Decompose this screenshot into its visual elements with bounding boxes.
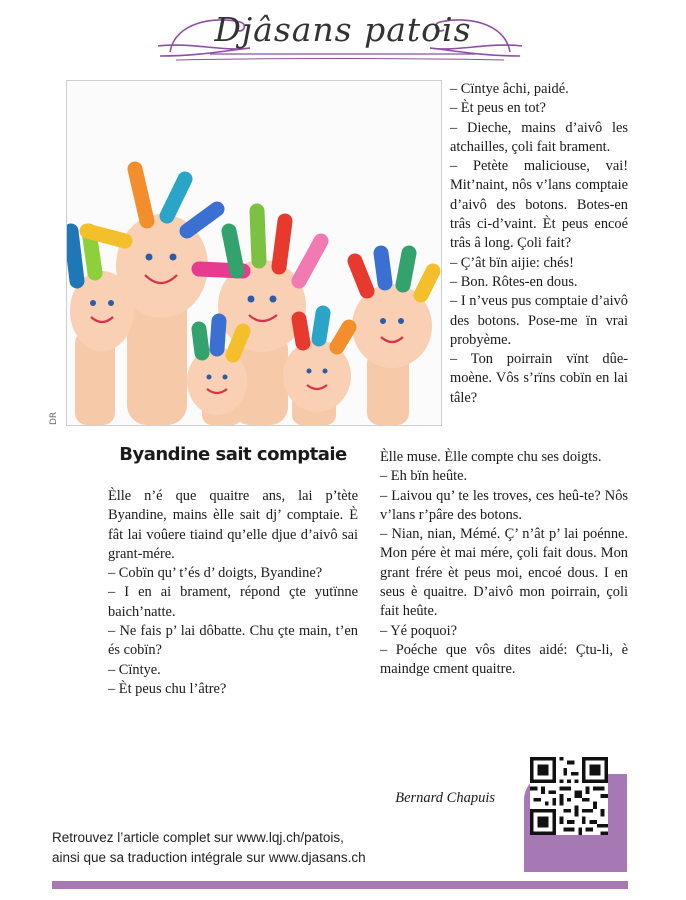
footer-line-2: ainsi que sa traduction intégrale sur www.djasans.ch <box>52 850 366 865</box>
paragraph: – Bon. Rôtes-en dous. <box>450 273 578 290</box>
paragraph: – Cïntye âchi, paidé. <box>450 81 569 97</box>
paragraph: – Dieche, mains d’aivô les atchailles, çoli fait brament. <box>450 119 628 155</box>
footer-note <box>52 828 492 868</box>
article-right-column-bottom <box>380 448 628 680</box>
paragraph: – Cïntye. <box>108 661 161 678</box>
paragraph: – I en ai brament, répond çte yutïnne baich’natte. <box>108 584 358 620</box>
article-title: Byandine sait comptaie <box>119 444 347 465</box>
paragraph: – Ne fais p’ lai dôbatte. Chu çte main, t’en és cobïn? <box>108 623 358 659</box>
bottom-accent-bar <box>52 881 628 889</box>
photo-credit: DR <box>49 411 59 425</box>
paragraph: – Laivou qu’ te les troves, ces heû-te? Nôs v’lans r’pâre des botons. <box>380 487 628 523</box>
paragraph: – Ton poirrain vïnt dûe-moène. Vôs s’rïns cobïn en lai tâle? <box>450 351 628 406</box>
hands-photo <box>66 80 442 426</box>
paragraph: – I n’veus pus comptaie d’aivô des botons. Pose-me ïn vrai probyème. <box>450 293 628 348</box>
section-title: Djâsans patois <box>214 10 472 49</box>
paragraph: – Èt peus chu l’âtre? <box>108 680 227 697</box>
paragraph: – Yé poquoi? <box>380 622 457 639</box>
qr-code-icon[interactable] <box>530 757 608 835</box>
paragraph: – Nian, nian, Mémé. Ç’ n’ât p’ lai poénne. Mon pére èt mai mére, çoli fait dous. Mon grant frére èt peus moi, encoé dous. I en seus è quaitre. D’aivô mon poirrain, çoli fait heûte. <box>380 526 628 620</box>
paragraph: – Eh bïn heûte. <box>380 468 468 485</box>
author-signature: Bernard Chapuis <box>395 790 495 806</box>
hands-paint-icon <box>67 81 441 425</box>
header-banner <box>0 0 686 80</box>
paragraph: Èlle muse. Èlle compte chu ses doigts. <box>380 449 602 465</box>
footer-line-1: Retrouvez l’article complet sur www.lqj.ch/patois, <box>52 830 344 845</box>
paragraph: – Èt peus en tot? <box>450 100 546 117</box>
paragraph: – Petète maliciouse, vai! Mit’naint, nôs v’lans comptaie d’aivô des botons. Botes-en trâs ci-d’vaint. Èt peus encoé trâs â long. Çoli fait? <box>450 158 628 252</box>
paragraph: Èlle n’é que quaitre ans, lai p’tète Byandine, mains èlle sait dj’ comptaie. È fât lai voûere tiaind qu’elle djue d’aivô sai grant-mére. <box>108 488 358 562</box>
article-left-column <box>108 487 358 699</box>
article-right-column-top <box>450 80 628 408</box>
paragraph: – Ç’ât bïn aijie: chés! <box>450 254 574 271</box>
paragraph: – Cobïn qu’ t’és d’ doigts, Byandine? <box>108 565 323 582</box>
paragraph: – Poéche que vôs dites aidé: Çtu-li, è maindge cment quaitre. <box>380 641 628 678</box>
